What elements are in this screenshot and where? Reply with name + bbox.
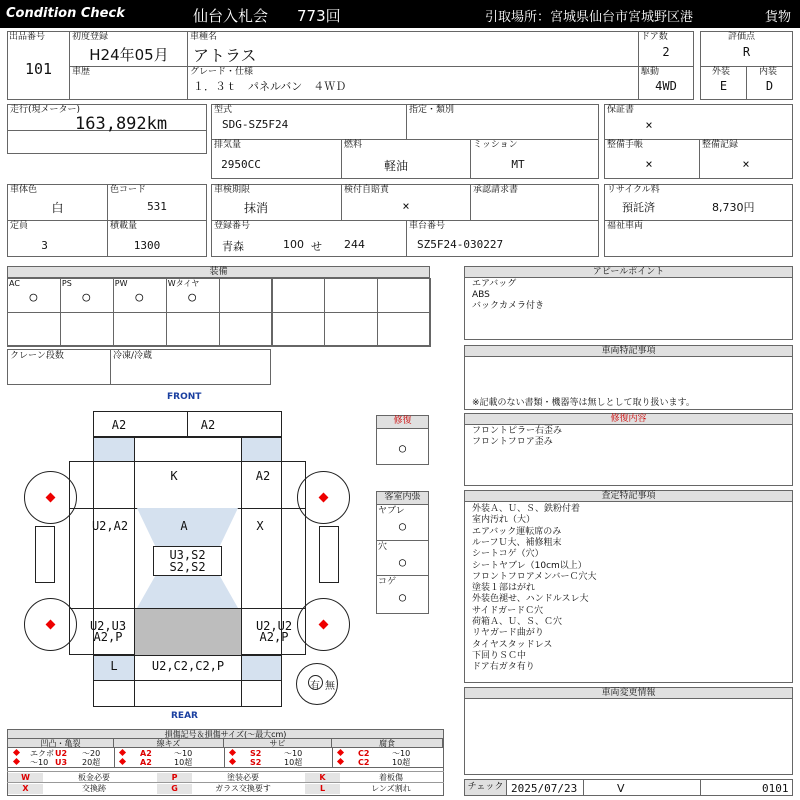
legend-cell: U3 bbox=[55, 758, 68, 767]
appeal-title: アピールポイント bbox=[465, 267, 792, 278]
note-line: フロントフロアメンバーＣ穴大 bbox=[472, 571, 597, 582]
legend-cell: 〜10 bbox=[392, 749, 411, 758]
change-title: 車両変更情報 bbox=[465, 688, 792, 699]
crane-label: クレーン段数 bbox=[10, 351, 64, 361]
cabin-title: 客室内張 bbox=[377, 492, 428, 505]
legend-cell: 〜10 bbox=[284, 749, 303, 758]
mileage-label: 走行(現メーター) bbox=[10, 105, 81, 115]
auction-lot: 773回 bbox=[297, 7, 341, 25]
legend-code: W bbox=[8, 773, 43, 783]
name-label: 車種名 bbox=[190, 32, 218, 42]
brand-title: Condition Check bbox=[6, 6, 125, 21]
check-date: 2025/07/23 bbox=[511, 782, 578, 795]
note-line: エアバック運転席のみ bbox=[472, 526, 562, 537]
equipment-cell bbox=[7, 312, 61, 347]
self-insurance: × bbox=[402, 199, 410, 213]
capacity-label: 定員 bbox=[10, 221, 29, 231]
note-line: バックカメラ付き bbox=[472, 301, 545, 311]
fuel-label: 燃料 bbox=[344, 140, 363, 150]
equipment-item-label: PS bbox=[61, 279, 72, 288]
auction-name: 仙台入札会 bbox=[193, 7, 269, 25]
damage-right-rear-2: A2,P bbox=[259, 630, 289, 644]
header-bar bbox=[0, 0, 800, 28]
equipment-cell bbox=[272, 278, 326, 313]
maint-book-label: 整備手帳 bbox=[607, 140, 644, 150]
reg-no-label: 登録番号 bbox=[214, 221, 251, 231]
legend-cell: A2 bbox=[140, 749, 152, 758]
color-code-label: 色コード bbox=[110, 185, 147, 195]
chassis-label: 車台番号 bbox=[409, 221, 446, 231]
note-line: サイドガードＣ穴 bbox=[472, 605, 544, 616]
legend-title: 損傷記号＆損傷サイズ(〜最大cm) bbox=[8, 730, 443, 739]
reg-area: 青森 bbox=[222, 240, 244, 253]
reg-class: 100 bbox=[283, 238, 304, 251]
note-line: 荷箱Ａ、Ｕ、Ｓ、Ｃ穴 bbox=[472, 617, 563, 627]
fuel: 軽油 bbox=[383, 159, 408, 173]
load-label: 積載量 bbox=[110, 221, 138, 231]
note-line: 室内汚れ（大） bbox=[472, 515, 536, 526]
spare-tire-yes: 有 bbox=[310, 681, 320, 692]
reg-kana: せ bbox=[311, 240, 322, 253]
equipment-cell bbox=[272, 312, 326, 347]
check-no: 0101 bbox=[762, 782, 789, 795]
legend-cell: 20超 bbox=[82, 758, 101, 767]
damage-right-rear-1: U2,U2 bbox=[255, 619, 293, 633]
equipment-cell bbox=[324, 278, 378, 313]
cabin-hole: ○ bbox=[398, 555, 407, 569]
grade: １．３ｔ パネルバン ４ＷＤ bbox=[193, 80, 347, 93]
doors-label: ドア数 bbox=[641, 32, 668, 42]
drive: 4WD bbox=[655, 79, 677, 93]
legend-cell: S2 bbox=[250, 758, 262, 767]
equipment-item-label: AC bbox=[9, 279, 20, 288]
legend-cell: S2 bbox=[250, 749, 262, 758]
note-line: タイヤスタッドレス bbox=[472, 639, 553, 650]
repair-mark: ○ bbox=[398, 441, 407, 455]
legend-code-desc: 板金必要 bbox=[78, 773, 110, 782]
cabin-burn-label: コゲ bbox=[378, 577, 397, 587]
fridge-label: 冷凍/冷蔵 bbox=[113, 351, 153, 361]
legend-code-desc: ガラス交換要す bbox=[215, 784, 271, 793]
welfare-label: 福祉車両 bbox=[607, 221, 644, 231]
note-line: 塗装１部はがれ bbox=[472, 583, 536, 594]
equipment-cell bbox=[166, 312, 220, 347]
equipment-cell bbox=[377, 278, 431, 313]
note-line: フロントフロア歪み bbox=[472, 437, 553, 447]
approval-label: 承認請求書 bbox=[473, 185, 519, 195]
legend-cell: 〜10 bbox=[174, 749, 193, 758]
equipment-item-mark: ○ bbox=[188, 290, 197, 305]
legend-group-name: サビ bbox=[224, 739, 332, 748]
mission-label: ミッション bbox=[473, 140, 518, 150]
cabin-burn: ○ bbox=[398, 590, 407, 604]
legend-group-name: 凹凸・亀裂 bbox=[8, 739, 114, 748]
legend-cell: 〜10 bbox=[30, 758, 49, 767]
damage-top-right: A2 bbox=[200, 418, 216, 432]
legend-cell: 〜20 bbox=[82, 749, 101, 758]
damage-windshield: A bbox=[180, 519, 188, 533]
damage-top-left: A2 bbox=[111, 418, 127, 432]
recycle-fee: 8,730円 bbox=[712, 201, 755, 214]
equipment-item-label: Wタイヤ bbox=[167, 279, 200, 288]
spare-tire-no: 無 bbox=[325, 681, 335, 692]
legend-cell: エクボ bbox=[30, 749, 54, 758]
legend-cell: A2 bbox=[140, 758, 152, 767]
first-reg-label: 初度登録 bbox=[72, 32, 109, 42]
equipment-cell bbox=[219, 312, 273, 347]
maint-rec: × bbox=[742, 157, 750, 171]
legend-group-name: 線キズ bbox=[114, 739, 224, 748]
damage-left-rear-1: U2,U3 bbox=[89, 619, 127, 633]
note-line: シートコゲ（穴） bbox=[472, 549, 544, 560]
legend-cell: C2 bbox=[358, 749, 370, 758]
designation-label: 指定・類別 bbox=[409, 105, 455, 115]
cabin-hole-label: 穴 bbox=[378, 542, 388, 552]
reg-num: 244 bbox=[344, 238, 365, 251]
inspect-title: 査定特記事項 bbox=[465, 491, 792, 502]
recycle-status: 預託済 bbox=[622, 201, 655, 214]
vehicle-category: 貨物 bbox=[765, 10, 792, 25]
damage-left-rear-2: A2,P bbox=[93, 630, 123, 644]
note-line: シートヤブレ（10cm以上） bbox=[472, 560, 587, 571]
mission: MT bbox=[511, 158, 525, 171]
history-label: 車歴 bbox=[72, 67, 91, 77]
inspection-label: 車検期限 bbox=[214, 185, 251, 195]
legend-code: X bbox=[8, 784, 43, 794]
note-line: 外装色褪せ、ハンドルスレ大 bbox=[472, 594, 589, 605]
maint-rec-label: 整備記録 bbox=[702, 140, 739, 150]
damage-bottom-left: L bbox=[110, 659, 118, 673]
equipment-cell bbox=[113, 312, 167, 347]
equipment-item-mark: ○ bbox=[29, 290, 38, 305]
legend-cell: U2 bbox=[55, 749, 68, 758]
note-line: 下回りＳＣ中 bbox=[472, 650, 527, 661]
special-title: 車両特記事項 bbox=[465, 346, 792, 357]
legend-cell: 10超 bbox=[284, 758, 303, 767]
lot-no-label: 出品番号 bbox=[9, 32, 46, 42]
load: 1300 bbox=[133, 239, 161, 252]
equipment-title: 装備 bbox=[8, 267, 429, 278]
damage-cabin-1: U3,S2 bbox=[169, 548, 206, 562]
pickup-location: 引取場所：宮城県仙台市宮城野区港 bbox=[485, 10, 694, 25]
legend-code: L bbox=[305, 784, 340, 794]
mileage: 163,892km bbox=[75, 114, 168, 134]
damage-bottom-center: U2,C2,C2,P bbox=[151, 659, 225, 673]
legend-code-desc: 塗装必要 bbox=[227, 773, 259, 782]
chassis: SZ5F24-030227 bbox=[417, 238, 504, 251]
legend-code: G bbox=[157, 784, 192, 794]
eval-score: R bbox=[742, 45, 751, 59]
legend-code-desc: 着板傷 bbox=[379, 773, 403, 782]
vehicle-name: アトラス bbox=[193, 46, 257, 65]
grade-label: グレード・仕様 bbox=[190, 67, 254, 77]
note-line: 外装Ａ、Ｕ、Ｓ、鉄粉付着 bbox=[472, 504, 581, 514]
damage-right-front: A2 bbox=[255, 469, 271, 483]
damage-left-door: U2,A2 bbox=[91, 519, 129, 533]
maint-book: × bbox=[645, 157, 653, 171]
note-line: フロントピラー右歪み bbox=[472, 426, 563, 436]
legend-code-desc: 交換跡 bbox=[82, 784, 106, 793]
note-line: ルーフＵ大、補修粗末 bbox=[472, 537, 562, 548]
inspection: 抹消 bbox=[243, 201, 268, 215]
color-code: 531 bbox=[147, 200, 167, 213]
damage-cabin-2: S2,S2 bbox=[169, 560, 206, 574]
recycle-label: リサイクル料 bbox=[607, 185, 660, 195]
equipment-item-mark: ○ bbox=[82, 290, 91, 305]
model-label: 型式 bbox=[214, 105, 233, 115]
cabin-tear-label: ヤブレ bbox=[378, 506, 405, 516]
equipment-item-mark: ○ bbox=[135, 290, 144, 305]
lot-no: 101 bbox=[24, 60, 53, 78]
change-box bbox=[464, 687, 793, 775]
ext-grade: E bbox=[719, 79, 728, 93]
legend-code: K bbox=[305, 773, 340, 783]
note-line: リヤガード曲がり bbox=[472, 628, 544, 639]
displacement-label: 排気量 bbox=[214, 140, 242, 150]
rear-label: REAR bbox=[171, 711, 198, 721]
legend-code: P bbox=[157, 773, 192, 783]
note-line: ABS bbox=[472, 290, 490, 300]
drive-label: 駆動 bbox=[641, 67, 660, 77]
check-label: チェック bbox=[465, 780, 507, 795]
warranty: × bbox=[645, 118, 653, 132]
legend-cell: 10超 bbox=[174, 758, 193, 767]
int-grade: D bbox=[765, 79, 774, 93]
note-line: エアバッグ bbox=[472, 279, 517, 289]
check-code: V bbox=[617, 782, 625, 795]
doors: 2 bbox=[662, 45, 670, 59]
warranty-label: 保証書 bbox=[607, 105, 635, 115]
equipment-cell bbox=[219, 278, 273, 313]
eval-label: 評価点 bbox=[728, 32, 756, 42]
self-insurance-label: 検付自賠責 bbox=[344, 185, 390, 195]
model: SDG-SZ5F24 bbox=[222, 118, 289, 131]
cabin-tear: ○ bbox=[398, 519, 407, 533]
equipment-cell bbox=[60, 312, 114, 347]
displacement: 2950CC bbox=[221, 158, 261, 171]
legend-code-desc: レンズ割れ bbox=[371, 784, 411, 793]
damage-right-door: X bbox=[256, 519, 264, 533]
legend-cell: 10超 bbox=[392, 758, 411, 767]
legend-group-name: 腐食 bbox=[332, 739, 443, 748]
note-line: ドア右ガタ有り bbox=[472, 662, 535, 673]
capacity: 3 bbox=[41, 239, 48, 252]
front-label: FRONT bbox=[167, 392, 202, 402]
ext-label: 外装 bbox=[712, 67, 731, 77]
repair-detail-title: 修復内容 bbox=[465, 414, 792, 425]
equipment-cell bbox=[377, 312, 431, 347]
equipment-item-label: PW bbox=[114, 279, 128, 288]
legend-cell: C2 bbox=[358, 758, 370, 767]
body-color-label: 車体色 bbox=[10, 185, 38, 195]
first-reg: H24年05月 bbox=[89, 46, 169, 64]
repair-title: 修復 bbox=[377, 416, 428, 429]
equipment-cell bbox=[324, 312, 378, 347]
body-color: 白 bbox=[51, 201, 64, 215]
int-label: 内装 bbox=[759, 67, 778, 77]
special-note: ※記載のない書類・機器等は無しとして取り扱います。 bbox=[472, 398, 695, 408]
damage-hood: K bbox=[170, 469, 178, 483]
